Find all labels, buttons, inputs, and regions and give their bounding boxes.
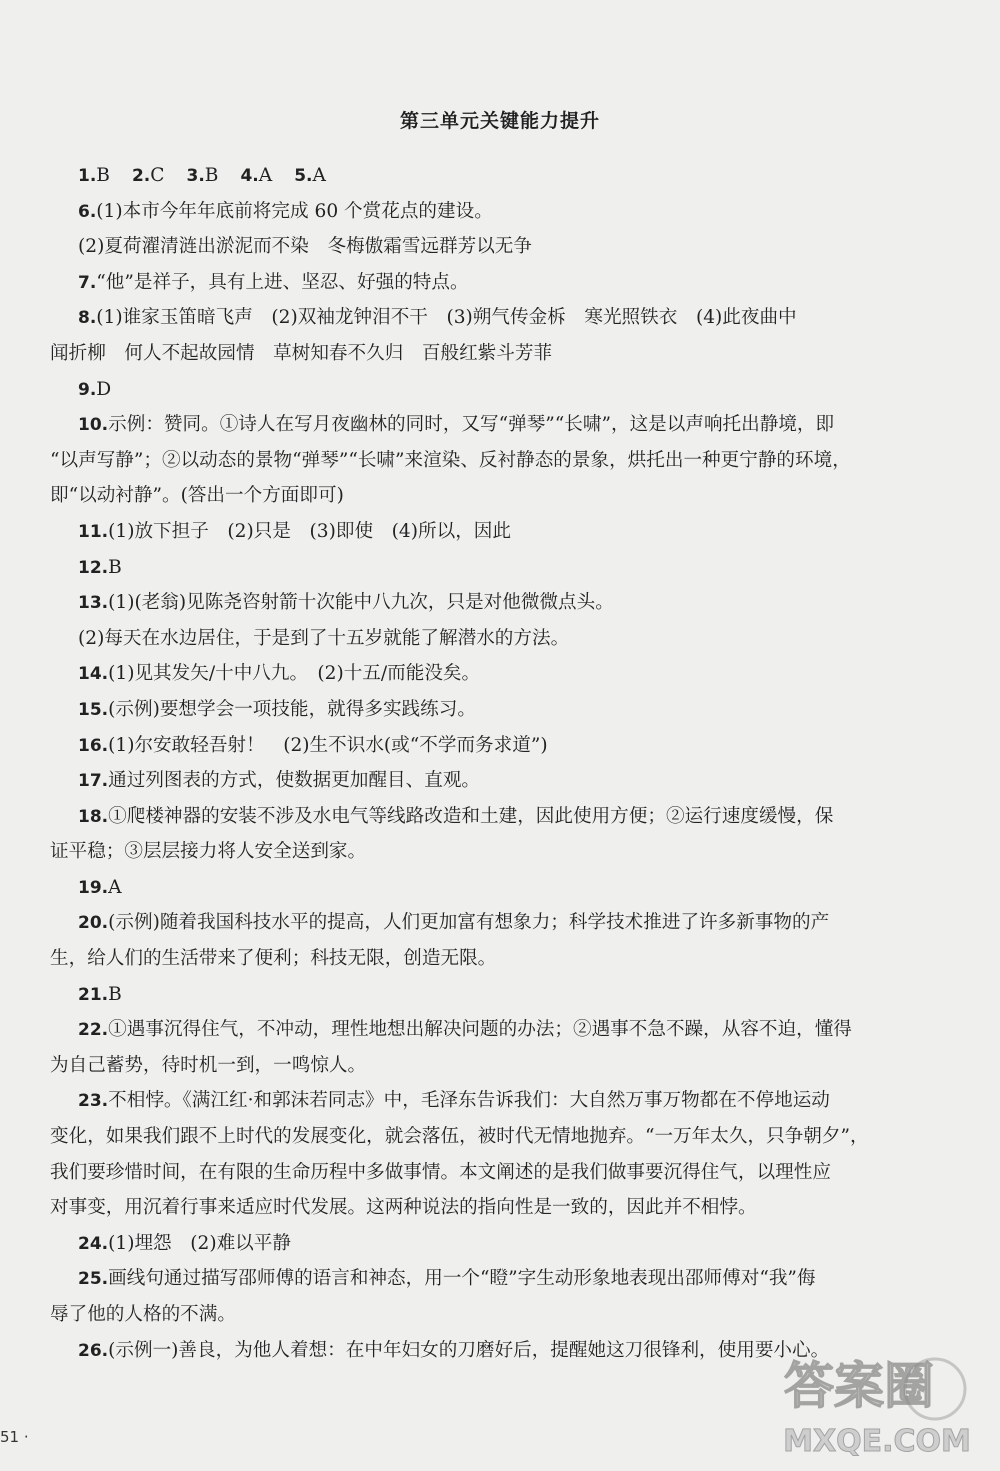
answer-25-line-2: 辱了他的人格的不满。 (50, 1304, 236, 1325)
answer-text: B (96, 165, 110, 186)
answer-10-line-1 (50, 407, 930, 443)
answer-text: (示例)要想学会一项技能，就得多实践练习。 (108, 698, 476, 720)
answer-number: 20. (78, 913, 109, 934)
answer-number: 1. (78, 166, 97, 186)
answer-7 (50, 265, 930, 301)
answer-list (50, 158, 930, 1368)
answer-text: (1)(老翁)见陈尧咨射箭十次能中八九次，只是对他微微点头。 (108, 592, 614, 614)
answer-text: 画线句通过描写邵师傅的语言和神态，用一个“瞪”字生动形象地表现出邵师傅对“我”侮 (108, 1268, 816, 1290)
answer-8-line-1 (50, 300, 930, 336)
answer-10-line-3: 即“以动衬静”。(答出一个方面即可) (50, 485, 344, 507)
answer-number: 12. (78, 557, 109, 578)
answer-24 (50, 1226, 930, 1262)
answer-number: 2. (131, 166, 151, 186)
answer-6-line-2: (2)夏荷濯清涟出淤泥而不染 冬梅傲霜雪远群芳以无争 (78, 236, 532, 258)
answer-number: 11. (78, 521, 109, 542)
answer-20-line-1 (50, 905, 930, 941)
answer-17 (50, 763, 930, 799)
answer-text: ①爬楼神器的安装不涉及水电气等线路改造和土建，因此使用方便；②运行速度缓慢，保 (108, 805, 834, 827)
answer-number: 21. (78, 984, 109, 1005)
answer-number: 6. (78, 201, 97, 222)
answer-13-line-2: (2)每天在水边居住，于是到了十五岁就能了解潜水的方法。 (78, 627, 570, 649)
answer-number: 25. (78, 1269, 109, 1290)
answer-number: 4. (240, 166, 259, 186)
answer-number: 14. (78, 664, 109, 685)
answer-15 (50, 692, 930, 728)
answer-10-line-2: “以声写静”；②以动态的景物“弹琴”“长啸”来渲染、反衬静态的景象，烘托出一种更宁静的环境， (50, 449, 851, 471)
answer-13-line-1 (50, 585, 930, 621)
answer-22-line-2: 为自己蓄势，待时机一到，一鸣惊人。 (50, 1054, 367, 1076)
answer-text: (1)谁家玉笛暗飞声 (2)双袖龙钟泪不干 (3)朔气传金柝 寒光照铁衣 (4)此夜曲中 (96, 307, 797, 329)
answer-text: 不相悖。《满江红·和郭沫若同志》中，毛泽东告诉我们：大自然万事万物都在不停地运动 (108, 1090, 830, 1112)
answer-25-line-1 (50, 1261, 930, 1297)
answer-text: 示例：赞同。①诗人在写月夜幽林的同时，又写“弹琴”“长啸”，这是以声响托出静境，即 (108, 414, 835, 436)
answer-number: 23. (78, 1091, 109, 1112)
answer-text: (1)本市今年年底前将完成 60 个赏花点的建设。 (96, 200, 493, 222)
answer-23-line-3: 我们要珍惜时间，在有限的生命历程中多做事情。本文阐述的是我们做事要沉得住气，以理性应 (50, 1161, 831, 1183)
answer-text: (1)埋怨 (2)难以平静 (108, 1232, 291, 1254)
answer-20-line-2: 生，给人们的生活带来了便利；科技无限，创造无限。 (50, 948, 497, 970)
answer-row-1-5 (50, 158, 930, 194)
answer-text: (1)尔安敢轻吾射！ (2)生不识水(或“不学而务求道”) (108, 734, 548, 756)
watermark-logo-icon (767, 1351, 972, 1461)
answer-number: 8. (78, 308, 97, 329)
answer-14 (50, 656, 930, 692)
answer-text: 通过列图表的方式，使数据更加醒目、直观。 (108, 770, 481, 792)
answer-text: (1)放下担子 (2)只是 (3)即使 (4)所以，因此 (108, 520, 511, 542)
answer-text: (示例)随着我国科技水平的提高，人们更加富有想象力；科学技术推进了许多新事物的产 (108, 912, 830, 934)
answer-11 (50, 514, 930, 550)
answer-23-line-2: 变化，如果我们跟不上时代的发展变化，就会落伍，被时代无情地抛弃。“一万年太久，只争朝夕”， (50, 1126, 869, 1148)
answer-12 (50, 550, 930, 586)
answer-text: B (204, 165, 219, 186)
answer-number: 18. (78, 806, 109, 827)
answer-text: A (258, 165, 273, 186)
answer-text: ①遇事沉得住气，不冲动，理性地想出解决问题的办法；②遇事不急不躁，从容不迫，懂得 (108, 1019, 852, 1041)
answer-number: 10. (78, 415, 109, 436)
answer-22-line-1 (50, 1012, 930, 1048)
answer-18-line-2: 证平稳；③层层接力将人安全送到家。 (50, 841, 367, 863)
answer-number: 13. (78, 593, 109, 614)
watermark-text: 答案圈 (784, 1357, 934, 1415)
answer-number: 19. (78, 877, 109, 898)
answer-23-line-1 (50, 1083, 930, 1119)
answer-21 (50, 977, 930, 1013)
answer-number: 5. (294, 166, 313, 186)
answer-number: 26. (78, 1340, 109, 1361)
answer-23-line-4: 对事变，用沉着行事来适应时代发展。这两种说法的指向性是一致的，因此并不相悖。 (50, 1197, 757, 1219)
answer-text: A (108, 876, 122, 898)
answer-number: 15. (78, 699, 109, 720)
page-title: 第三单元关键能力提升 (399, 110, 600, 132)
answer-9 (50, 372, 930, 408)
answer-text: B (108, 556, 122, 578)
answer-number: 22. (78, 1020, 109, 1041)
answer-number: 3. (186, 166, 205, 186)
answer-number: 16. (78, 735, 109, 756)
answer-text: D (96, 378, 112, 400)
answer-number: 9. (78, 379, 97, 400)
answer-text: B (108, 983, 122, 1005)
answer-text: C (150, 165, 165, 186)
answer-6-line-1 (50, 194, 930, 230)
answer-number: 17. (78, 771, 109, 792)
answer-text: (示例一)善良，为他人着想：在中年妇女的刀磨好后，提醒她这刀很锋利，使用要小心。 (108, 1339, 830, 1361)
answer-text: A (312, 165, 326, 186)
answer-number: 7. (78, 272, 97, 293)
answer-16 (50, 728, 930, 764)
answer-18-line-1 (50, 799, 930, 835)
answer-8-line-2: 闻折柳 何人不起故园情 草树知春不久归 百般红紫斗芳菲 (50, 342, 553, 364)
answer-19 (50, 870, 930, 906)
answer-number: 24. (78, 1233, 109, 1254)
watermark-url: MXQE.COM (783, 1424, 971, 1459)
page-number: 51 · (0, 1428, 29, 1446)
answer-text: (1)见其发矢/十中八九。 (2)十五/而能没矣。 (108, 663, 481, 685)
answer-text: “他”是祥子，具有上进、坚忍、好强的特点。 (96, 271, 469, 293)
